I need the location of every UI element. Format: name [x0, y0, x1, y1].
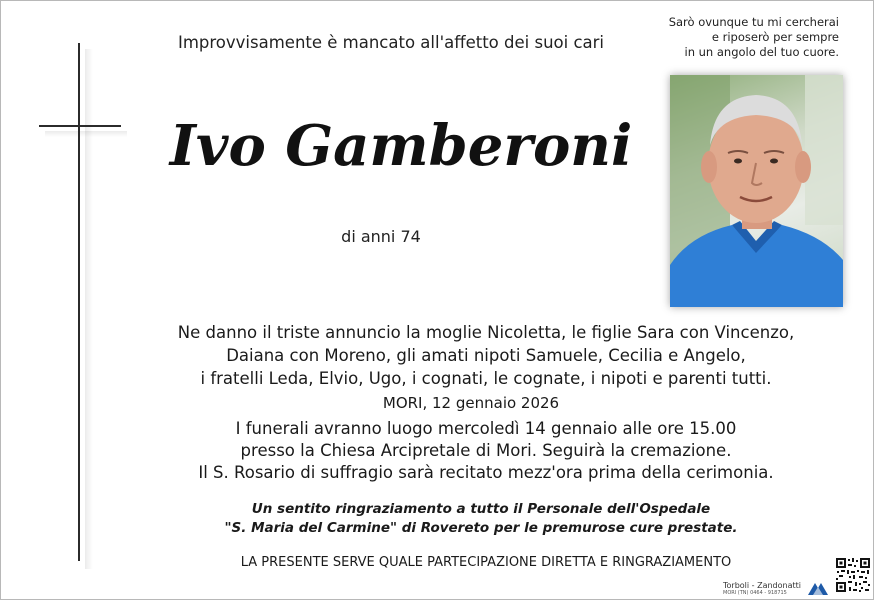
place-date: MORI, 12 gennaio 2026	[382, 394, 560, 412]
brand-contact: MORI (TN) 0464 - 918715	[723, 590, 787, 596]
funeral-info	[161, 418, 811, 484]
funeral-line: I funerali avranno luogo mercoledì 14 gennaio alle ore 15.00	[235, 419, 737, 438]
funeral-home-brand	[723, 581, 823, 597]
funeral-line: Il S. Rosario di suffragio sarà recitato mezz'ora prima della cerimonia.	[198, 463, 774, 482]
cross-icon	[39, 125, 121, 127]
portrait-photo	[670, 75, 843, 307]
announcement-line: Daiana con Moreno, gli amati nipoti Samuele, Cecilia e Angelo,	[226, 346, 746, 365]
brand-logo-icon	[807, 582, 829, 596]
announcement-line: Ne danno il triste annuncio la moglie Nicoletta, le figlie Sara con Vincenzo,	[177, 323, 795, 342]
thanks-line: Un sentito ringraziamento a tutto il Personale dell'Ospedale	[251, 501, 711, 517]
qr-code-icon	[835, 557, 871, 593]
portrait-illustration	[670, 75, 843, 307]
quote-line: Sarò ovunque tu mi cercherai	[668, 15, 839, 29]
cross-shadow	[45, 131, 127, 137]
thanks-line: "S. Maria del Carmine" di Rovereto per le premurose cure prestate.	[224, 520, 738, 536]
intro-text: Improvvisamente è mancato all'affetto dei suoi cari	[177, 33, 605, 52]
quote-line: in un angolo del tuo cuore.	[684, 45, 839, 59]
quote-line: e riposerò per sempre	[711, 30, 839, 44]
deceased-age: di anni 74	[341, 227, 421, 246]
funeral-line: presso la Chiesa Arcipretale di Mori. Seguirà la cremazione.	[240, 441, 732, 460]
cross-icon	[78, 43, 80, 561]
deceased-name: Ivo Gamberoni	[169, 113, 633, 179]
announcement	[161, 321, 811, 390]
footer-notice: LA PRESENTE SERVE QUALE PARTECIPAZIONE DIRETTA E RINGRAZIAMENTO	[240, 555, 732, 570]
brand-name: Torboli - Zandonatti	[723, 581, 801, 590]
cross-shadow	[85, 49, 93, 569]
announcement-line: i fratelli Leda, Elvio, Ugo, i cognati, le cognate, i nipoti e parenti tutti.	[200, 369, 772, 388]
thanks-note	[191, 500, 771, 538]
quote	[599, 15, 839, 60]
